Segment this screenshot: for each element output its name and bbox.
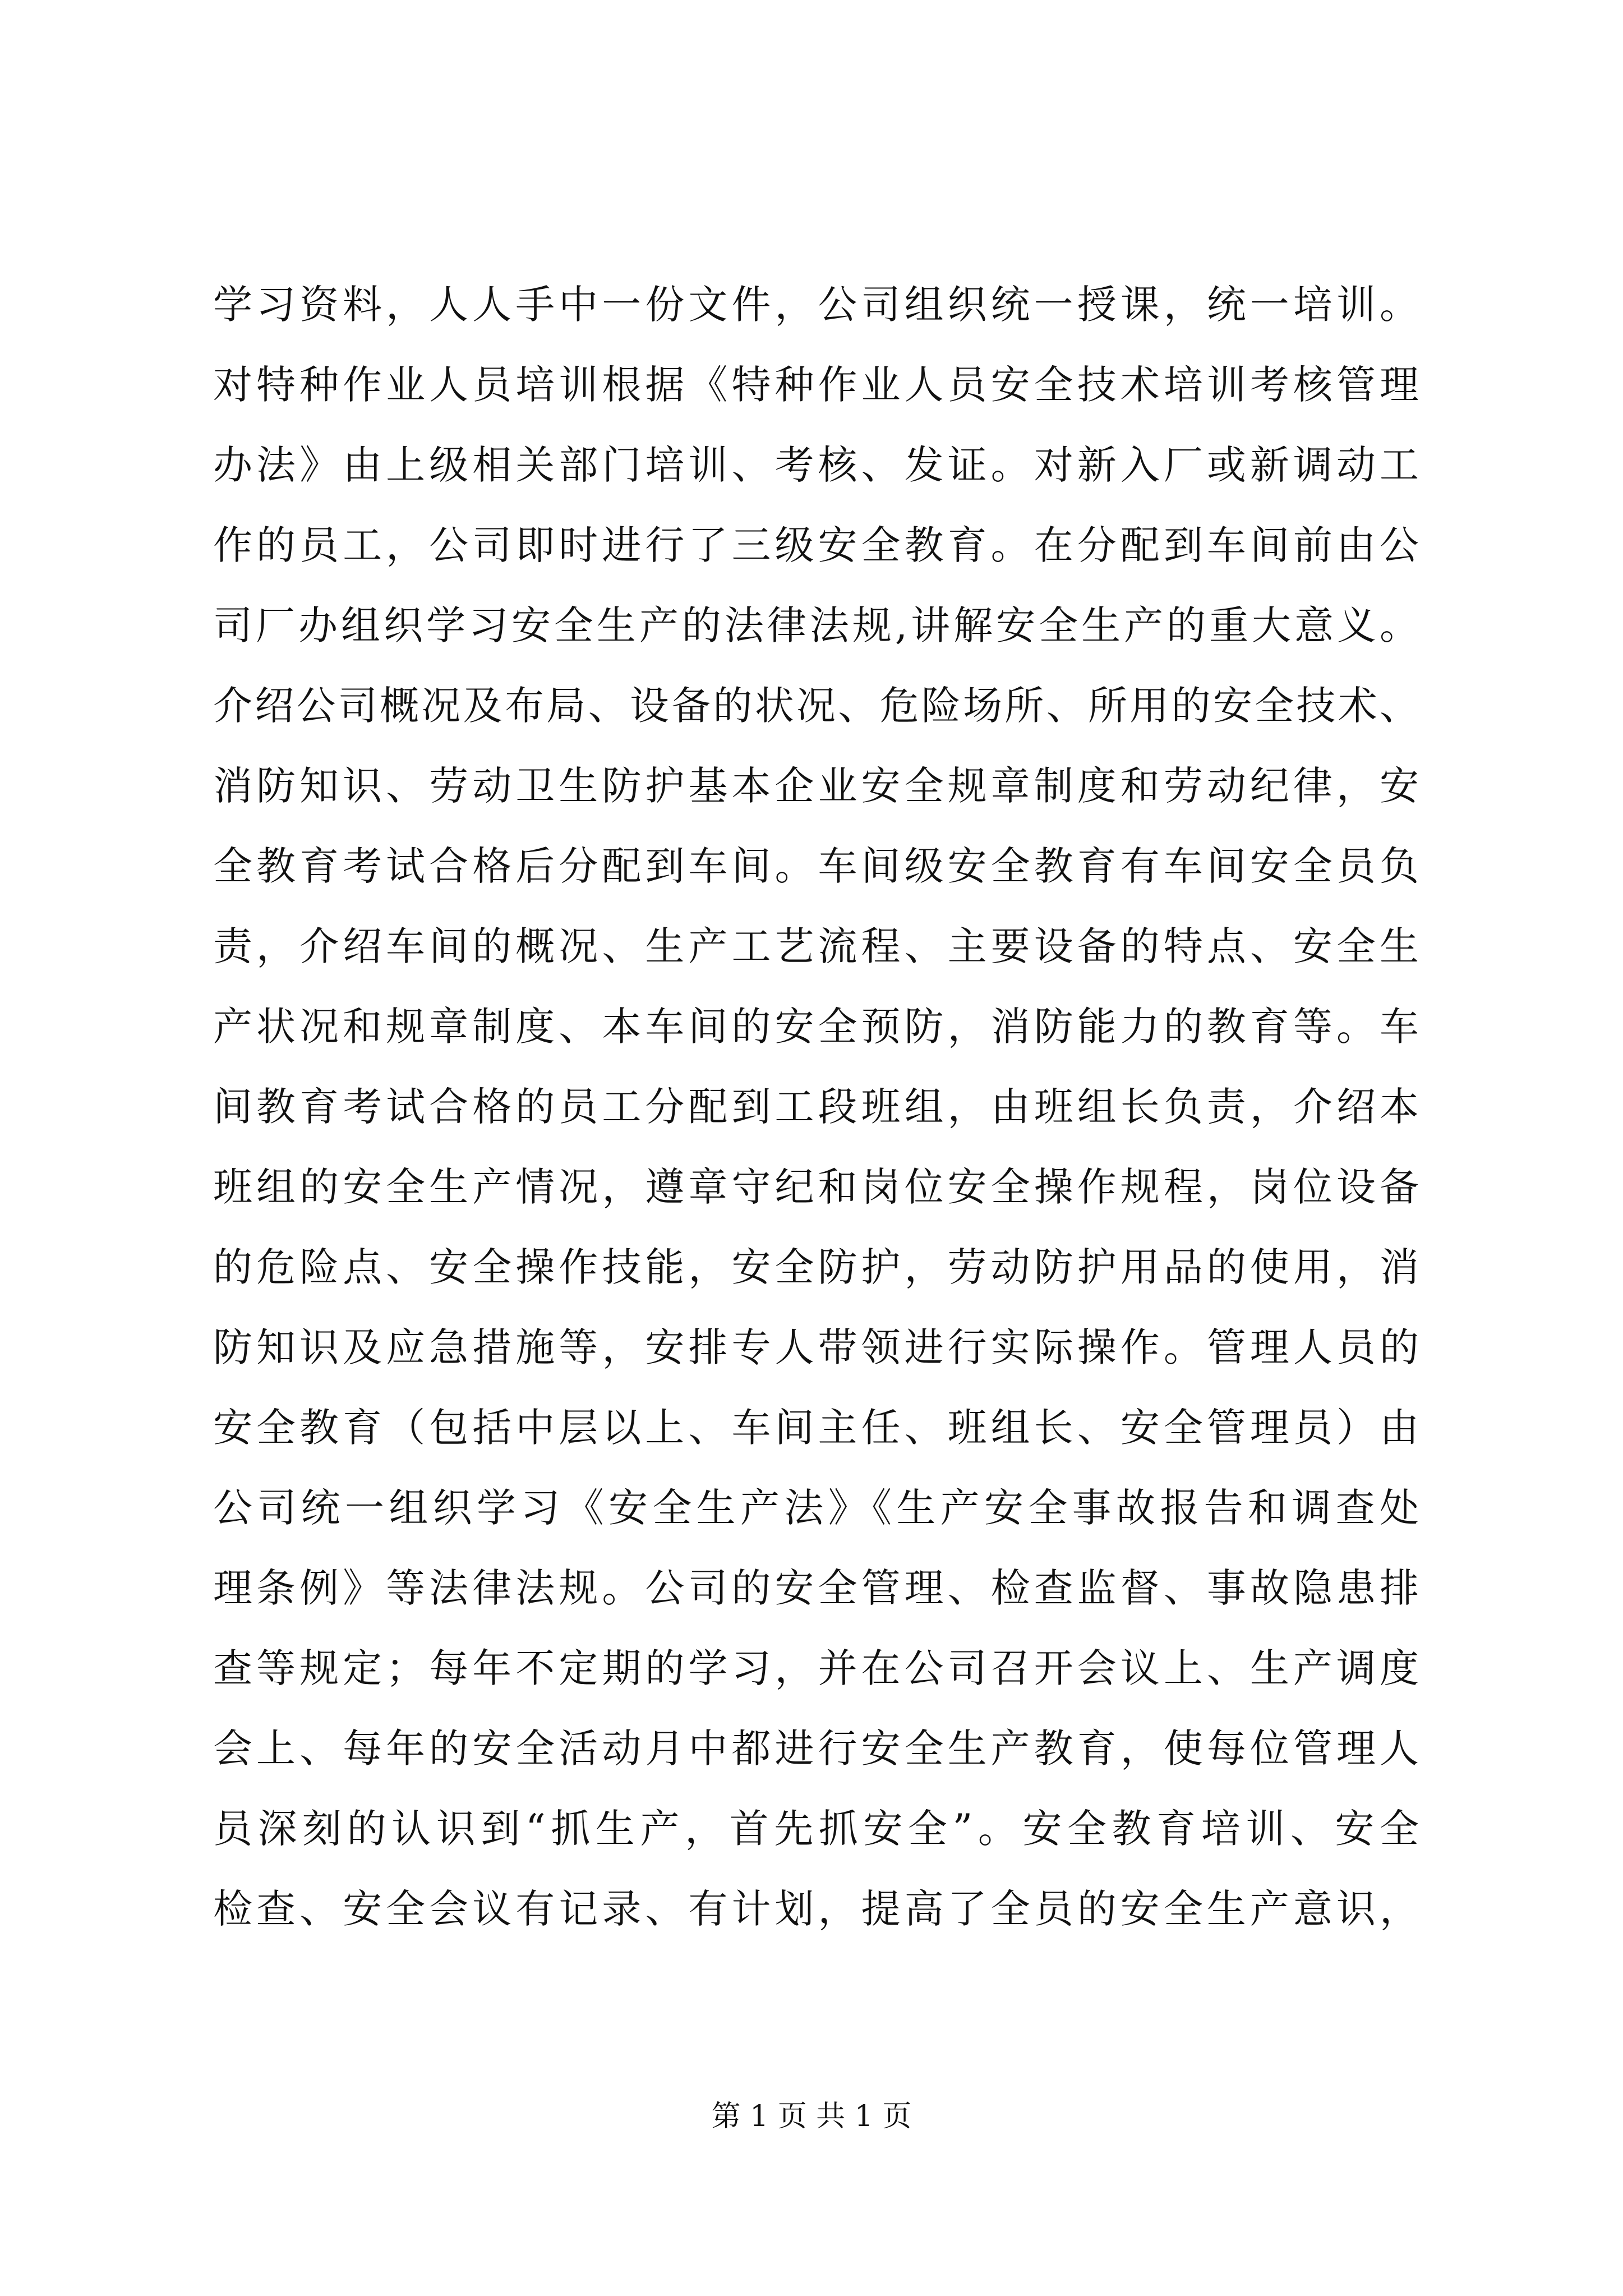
text-line-19: 会上、每年的安全活动月中都进行安全生产教育，使每位管理人 — [213, 1726, 1419, 1772]
text-line-21: 检查、安全会议有记录、有计划，提高了全员的安全生产意识， — [213, 1886, 1419, 1932]
text-line-1: 学习资料，人人手中一份文件，公司组织统一授课，统一培训。 — [213, 282, 1419, 328]
body-text — [213, 265, 1419, 1949]
page-footer: 第 1 页 共 1 页 — [711, 2100, 912, 2133]
text-line-10: 产状况和规章制度、本车间的安全预防，消防能力的教育等。车 — [213, 1004, 1419, 1050]
text-line-12: 班组的安全生产情况，遵章守纪和岗位安全操作规程，岗位设备 — [213, 1164, 1419, 1210]
text-line-13: 的危险点、安全操作技能，安全防护，劳动防护用品的使用，消 — [213, 1244, 1419, 1290]
text-line-20: 员深刻的认识到“抓生产，首先抓安全”。安全教育培训、安全 — [213, 1806, 1419, 1852]
text-line-14: 防知识及应急措施等，安排专人带领进行实际操作。管理人员的 — [213, 1324, 1419, 1370]
text-line-15: 安全教育（包括中层以上、车间主任、班组长、安全管理员）由 — [213, 1405, 1419, 1451]
text-line-8: 全教育考试合格后分配到车间。车间级安全教育有车间安全员负 — [213, 843, 1419, 889]
text-line-3: 办法》由上级相关部门培训、考核、发证。对新入厂或新调动工 — [213, 442, 1419, 488]
text-line-2: 对特种作业人员培训根据《特种作业人员安全技术培训考核管理 — [213, 362, 1419, 408]
text-line-17: 理条例》等法律法规。公司的安全管理、检查监督、事故隐患排 — [213, 1565, 1419, 1611]
text-line-18: 查等规定；每年不定期的学习，并在公司召开会议上、生产调度 — [213, 1645, 1419, 1691]
text-line-7: 消防知识、劳动卫生防护基本企业安全规章制度和劳动纪律，安 — [213, 763, 1419, 809]
text-line-5: 司厂办组织学习安全生产的法律法规,讲解安全生产的重大意义。 — [213, 602, 1419, 648]
text-line-6: 介绍公司概况及布局、设备的状况、危险场所、所用的安全技术、 — [213, 683, 1419, 729]
text-line-9: 责，介绍车间的概况、生产工艺流程、主要设备的特点、安全生 — [213, 923, 1419, 969]
text-line-11: 间教育考试合格的员工分配到工段班组，由班组长负责，介绍本 — [213, 1084, 1419, 1130]
text-line-16: 公司统一组织学习《安全生产法》《生产安全事故报告和调查处 — [213, 1485, 1419, 1531]
text-line-4: 作的员工，公司即时进行了三级安全教育。在分配到车间前由公 — [213, 522, 1419, 568]
